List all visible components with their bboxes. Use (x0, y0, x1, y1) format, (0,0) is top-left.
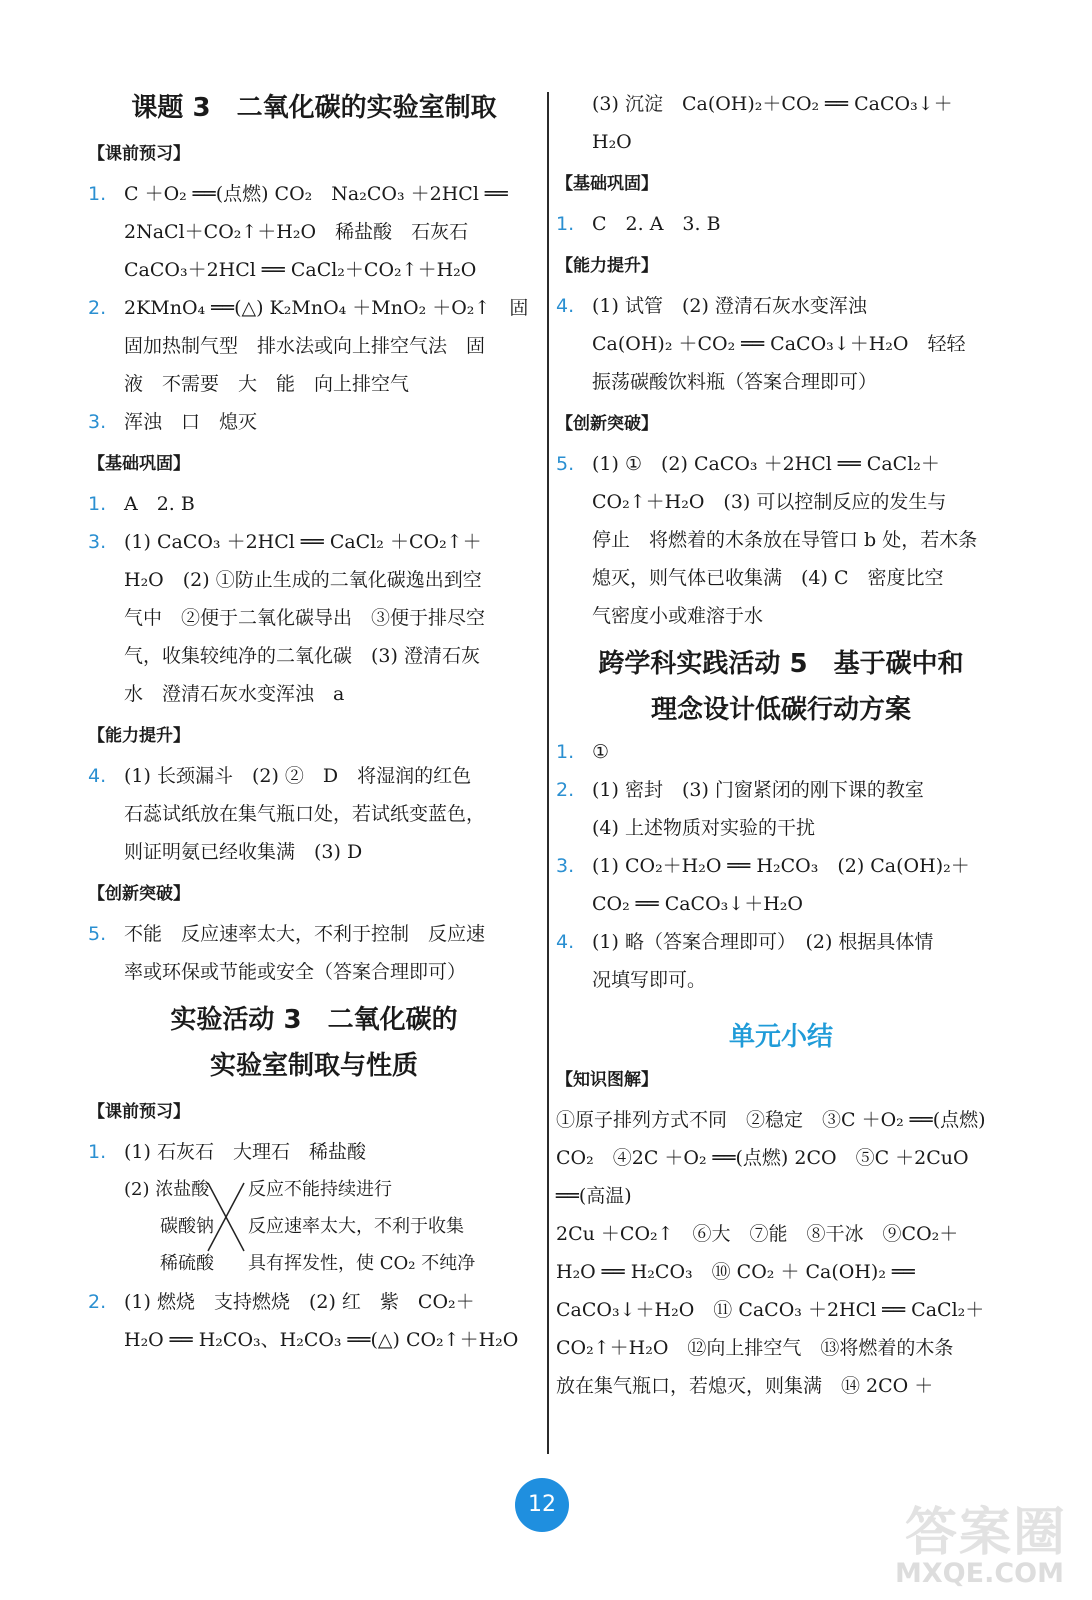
page-number-badge: 12 (515, 1478, 569, 1532)
section-preview: 【课前预习】 (88, 1102, 190, 1122)
section-improve: 【能力提升】 (556, 256, 658, 276)
answer-item: 1. (1) 石灰石 大理石 稀盐酸 (88, 1133, 540, 1171)
watermark-url: MXQE.COM (895, 1558, 1064, 1589)
item-number: 4. (556, 295, 575, 317)
right-column (556, 85, 1006, 1405)
matching-right: 反应不能持续进行 反应速率太大，不利于收集 具有挥发性，使 CO₂ 不纯净 (248, 1179, 476, 1274)
item-number: 2. (88, 297, 107, 319)
practice-title-line2: 理念设计低碳行动方案 (650, 695, 911, 725)
watermark-text: 答案圈 (905, 1503, 1068, 1563)
section-preview: 【课前预习】 (88, 144, 190, 164)
summary-block: ①原子排列方式不同 ②稳定 ③C ＋O₂ ══(点燃) CO₂ ④2C ＋O₂ ══(点燃) 2CO ⑤C ＋2CuO ══(高温) 2Cu ＋CO₂↑ ⑥大 ⑦能 ⑧干冰 ⑨CO₂＋ H₂O ══ H₂CO₃ ⑩ CO₂ ＋ Ca(OH)₂ ══ CaCO₃↓＋H₂O ⑪ CaCO₃ ＋2HCl ══ CaCl₂＋ CO₂↑＋H₂O ⑫向上排空气 ⑬将燃着的木条 放在集气瓶口，若熄灭，则集满 ⑭ 2CO ＋ (556, 1109, 986, 1397)
answer-item: 4. (1) 略（答案合理即可） (2) 根据具体情 况填写即可。 (556, 923, 1006, 999)
item-number: 2. (556, 779, 575, 801)
item-number: 5. (556, 453, 575, 475)
section-basics: 【基础巩固】 (88, 454, 190, 474)
answer-item: 1. A 2. B (88, 485, 540, 523)
item-number: 4. (556, 931, 575, 953)
section-innovate: 【创新突破】 (88, 884, 190, 904)
answer-item: 1. C 2. A 3. B (556, 205, 1006, 243)
item-number: 1. (88, 1141, 107, 1163)
item-number: 1. (88, 493, 107, 515)
answer-item: 2. 2KMnO₄ ══(△) K₂MnO₄ ＋MnO₂ ＋O₂↑ 固 固加热制气型 排水法或向上排空气法 固 液 不需要 大 能 向上排空气 (88, 289, 540, 403)
section-innovate: 【创新突破】 (556, 414, 658, 434)
answer-item: 5. 不能 反应速率太大，不利于控制 反应速 率或环保或节能或安全（答案合理即可） (88, 915, 540, 991)
answer-item: 1. ① (556, 733, 1006, 771)
activity-title: 实验活动 3 二氧化碳的 (170, 1005, 458, 1035)
activity-title-line2: 实验室制取与性质 (209, 1051, 418, 1081)
column-divider (547, 92, 549, 1454)
answer-item: 3. 浑浊 口 熄灭 (88, 403, 540, 441)
left-column (88, 85, 540, 1359)
section-knowledge-map: 【知识图解】 (556, 1070, 658, 1090)
item-number: 1. (556, 213, 575, 235)
item-number: 3. (88, 411, 107, 433)
matching-lines (206, 1179, 246, 1253)
practice-title: 跨学科实践活动 5 基于碳中和 (598, 649, 964, 679)
item-number: 2. (88, 1291, 107, 1313)
answer-item: 2. (1) 密封 (3) 门窗紧闭的刚下课的教室 (4) 上述物质对实验的干扰 (556, 771, 1006, 847)
unit-summary-title: 单元小结 (728, 1022, 833, 1052)
answer-item: 4. (1) 试管 (2) 澄清石灰水变浑浊 Ca(OH)₂ ＋CO₂ ══ CaCO₃↓＋H₂O 轻轻 振荡碳酸饮料瓶（答案合理即可） (556, 287, 1006, 401)
answer-item: 4. (1) 长颈漏斗 (2) ② D 将湿润的红色 石蕊试纸放在集气瓶口处，若试纸变蓝色， 则证明氨已经收集满 (3) D (88, 757, 540, 871)
section-improve: 【能力提升】 (88, 726, 190, 746)
item-number: 4. (88, 765, 107, 787)
item-number: 3. (556, 855, 575, 877)
answer-item: 2. (1) 燃烧 支持燃烧 (2) 红 紫 CO₂＋ H₂O ══ H₂CO₃、H₂CO₃ ══(△) CO₂↑＋H₂O (88, 1283, 540, 1359)
answer-item: 3. (1) CO₂＋H₂O ══ H₂CO₃ (2) Ca(OH)₂＋ CO₂ ══ CaCO₃↓＋H₂O (556, 847, 1006, 923)
answer-item: (3) 沉淀 Ca(OH)₂＋CO₂ ══ CaCO₃↓＋ H₂O (592, 93, 953, 153)
matching-diagram (88, 1171, 540, 1283)
answer-item: 5. (1) ① (2) CaCO₃ ＋2HCl ══ CaCl₂＋ CO₂↑＋H₂O (3) 可以控制反应的发生与 停止 将燃着的木条放在导管口 b 处，若木条 熄灭，则气体已收集满 (4) C 密度比空 气密度小或难溶于水 (556, 445, 1006, 635)
watermark-logo (895, 1490, 1085, 1595)
answer-item: 3. (1) CaCO₃ ＋2HCl ══ CaCl₂ ＋CO₂↑＋ H₂O (2) ①防止生成的二氧化碳逸出到空 气中 ②便于二氧化碳导出 ③便于排尽空 气，收集较纯净的二氧化碳 (3) 澄清石灰 水 澄清石灰水变浑浊 a (88, 523, 540, 713)
answer-item: 1. C ＋O₂ ══(点燃) CO₂ Na₂CO₃ ＋2HCl ══ 2NaCl＋CO₂↑＋H₂O 稀盐酸 石灰石 CaCO₃＋2HCl ══ CaCl₂＋CO₂↑＋H₂O (88, 175, 540, 289)
item-number: 1. (556, 741, 575, 763)
item-number: 3. (88, 531, 107, 553)
section-basics: 【基础巩固】 (556, 174, 658, 194)
matching-left: (2) 浓盐酸 碳酸钠 稀硫酸 (124, 1179, 214, 1274)
item-number: 5. (88, 923, 107, 945)
item-number: 1. (88, 183, 107, 205)
lesson-title: 课题 3 二氧化碳的实验室制取 (131, 93, 497, 123)
